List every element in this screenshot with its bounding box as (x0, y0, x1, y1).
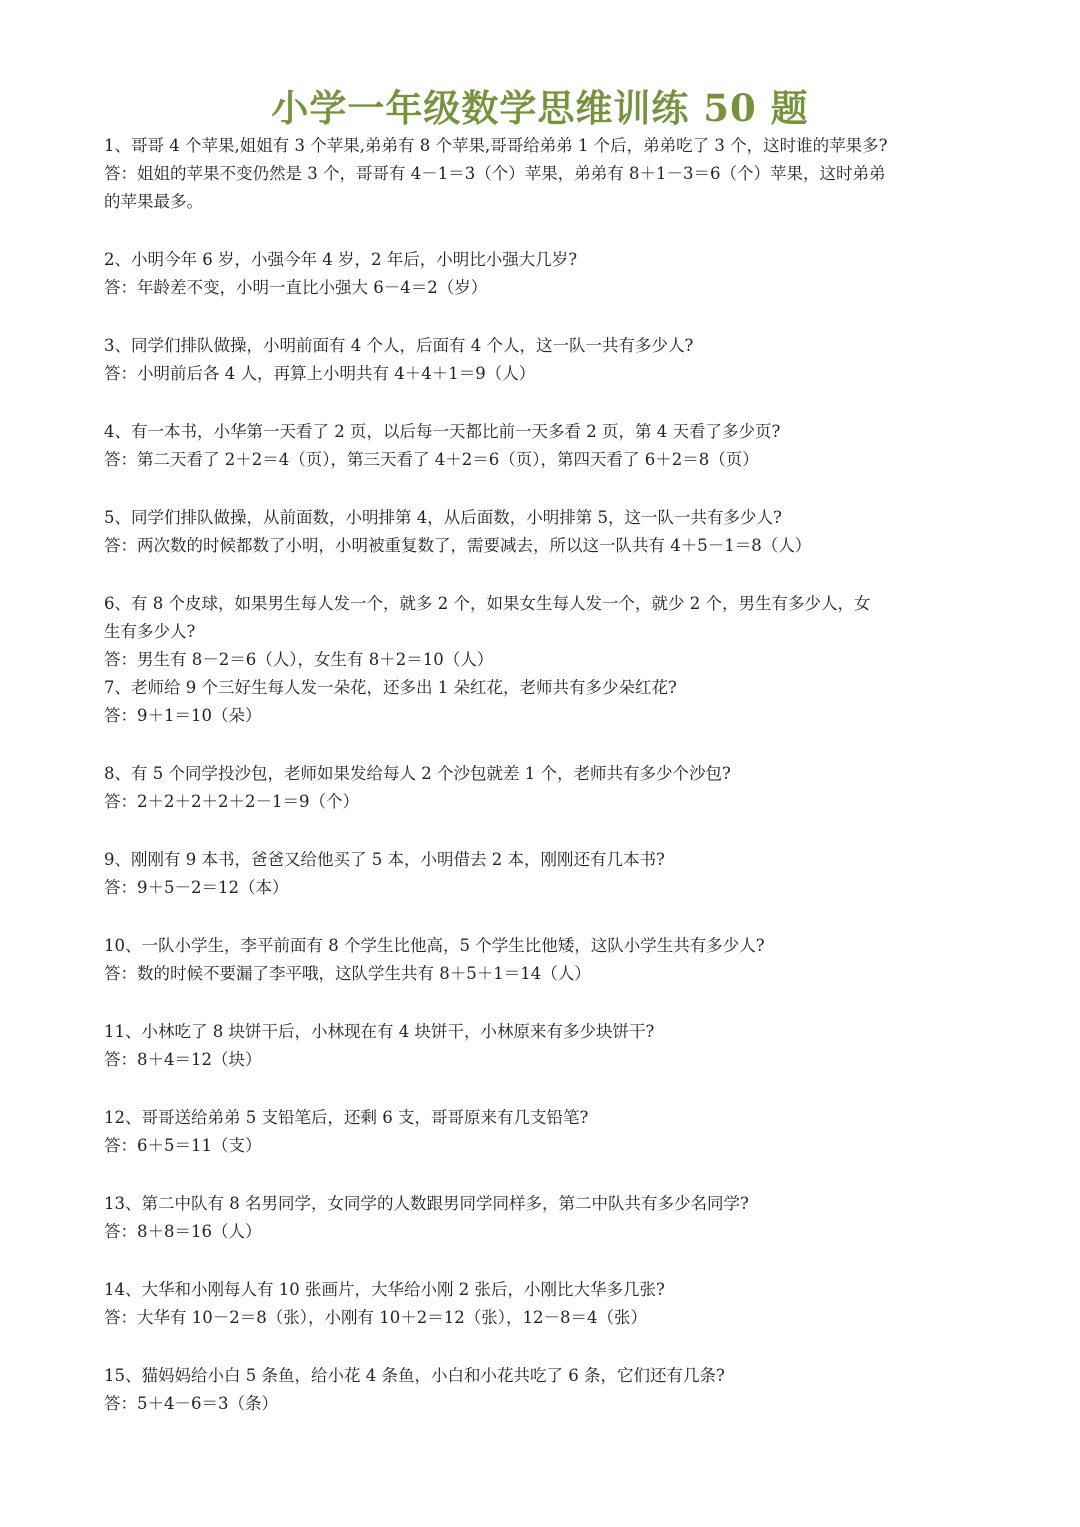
problem-item (104, 1362, 984, 1418)
answer-text: 答：2＋2＋2＋2＋2－1＝9（个） (104, 792, 359, 811)
answer-text: 答：姐姐的苹果不变仍然是 3 个，哥哥有 4－1＝3（个）苹果，弟弟有 8＋1－3＝6（个）苹果，这时弟弟 (104, 164, 886, 183)
answer-text: 答：数的时候不要漏了李平哦，这队学生共有 8＋5＋1＝14（人） (104, 964, 591, 983)
answer-text: 答：9＋5－2＝12（本） (104, 878, 289, 897)
question-text: 9、刚刚有 9 本书，爸爸又给他买了 5 本，小明借去 2 本，刚刚还有几本书? (104, 850, 665, 869)
question-text: 7、老师给 9 个三好生每人发一朵花，还多出 1 朵红花，老师共有多少朵红花? (104, 678, 677, 697)
question-text: 14、大华和小刚每人有 10 张画片，大华给小刚 2 张后，小刚比大华多几张? (104, 1280, 665, 1299)
problem-item (104, 332, 984, 388)
problem-item (104, 674, 984, 730)
problem-item (104, 590, 984, 674)
question-text-continued: 生有多少人? (104, 622, 196, 641)
question-text: 3、同学们排队做操，小明前面有 4 个人，后面有 4 个人，这一队一共有多少人? (104, 336, 694, 355)
question-text: 5、同学们排队做操，从前面数，小明排第 4，从后面数，小明排第 5，这一队一共有多少人? (104, 508, 782, 527)
problem-item (104, 418, 984, 474)
problem-item (104, 932, 984, 988)
answer-text: 答：两次数的时候都数了小明，小明被重复数了，需要减去，所以这一队共有 4＋5－1＝8（人） (104, 536, 812, 555)
problem-item (104, 1018, 984, 1074)
answer-text: 答：第二天看了 2＋2＝4（页），第三天看了 4＋2＝6（页），第四天看了 6＋2＝8（页） (104, 450, 759, 469)
answer-text-continued: 的苹果最多。 (104, 192, 203, 211)
answer-text: 答：8＋8＝16（人） (104, 1222, 262, 1241)
answer-text: 答：男生有 8－2＝6（人），女生有 8＋2＝10（人） (104, 650, 494, 669)
answer-text: 答：8＋4＝12（块） (104, 1050, 262, 1069)
problem-item (104, 1276, 984, 1332)
answer-text: 答：年龄差不变，小明一直比小强大 6－4＝2（岁） (104, 278, 488, 297)
problem-item (104, 1190, 984, 1246)
answer-text: 答：小明前后各 4 人，再算上小明共有 4＋4＋1＝9（人） (104, 364, 536, 383)
problem-item (104, 846, 984, 902)
question-text: 12、哥哥送给弟弟 5 支铅笔后，还剩 6 支，哥哥原来有几支铅笔? (104, 1108, 589, 1127)
question-text: 6、有 8 个皮球，如果男生每人发一个，就多 2 个，如果女生每人发一个，就少 2 个，男生有多少人，女 (104, 594, 871, 613)
answer-text: 答：大华有 10－2＝8（张），小刚有 10＋2＝12（张），12－8＝4（张） (104, 1308, 647, 1327)
question-text: 11、小林吃了 8 块饼干后，小林现在有 4 块饼干，小林原来有多少块饼干? (104, 1022, 655, 1041)
problem-list (104, 132, 984, 1418)
page-title: 小学一年级数学思维训练 50 题 (271, 86, 809, 130)
question-text: 13、第二中队有 8 名男同学，女同学的人数跟男同学同样多，第二中队共有多少名同学? (104, 1194, 749, 1213)
answer-text: 答：6＋5＝11（支） (104, 1136, 262, 1155)
question-text: 15、猫妈妈给小白 5 条鱼，给小花 4 条鱼，小白和小花共吃了 6 条，它们还有几条? (104, 1366, 725, 1385)
problem-item (104, 1104, 984, 1160)
problem-item (104, 504, 984, 560)
answer-text: 答：5＋4－6＝3（条） (104, 1394, 278, 1413)
question-text: 10、一队小学生，李平前面有 8 个学生比他高，5 个学生比他矮，这队小学生共有多少人? (104, 936, 765, 955)
question-text: 1、哥哥 4 个苹果,姐姐有 3 个苹果,弟弟有 8 个苹果,哥哥给弟弟 1 个后，弟弟吃了 3 个，这时谁的苹果多? (104, 136, 888, 155)
question-text: 4、有一本书，小华第一天看了 2 页，以后每一天都比前一天多看 2 页，第 4 天看了多少页? (104, 422, 781, 441)
question-text: 8、有 5 个同学投沙包，老师如果发给每人 2 个沙包就差 1 个，老师共有多少个沙包? (104, 764, 731, 783)
problem-item (104, 760, 984, 816)
problem-item (104, 132, 984, 216)
question-text: 2、小明今年 6 岁，小强今年 4 岁，2 年后，小明比小强大几岁? (104, 250, 578, 269)
problem-item (104, 246, 984, 302)
answer-text: 答：9＋1＝10（朵） (104, 706, 262, 725)
